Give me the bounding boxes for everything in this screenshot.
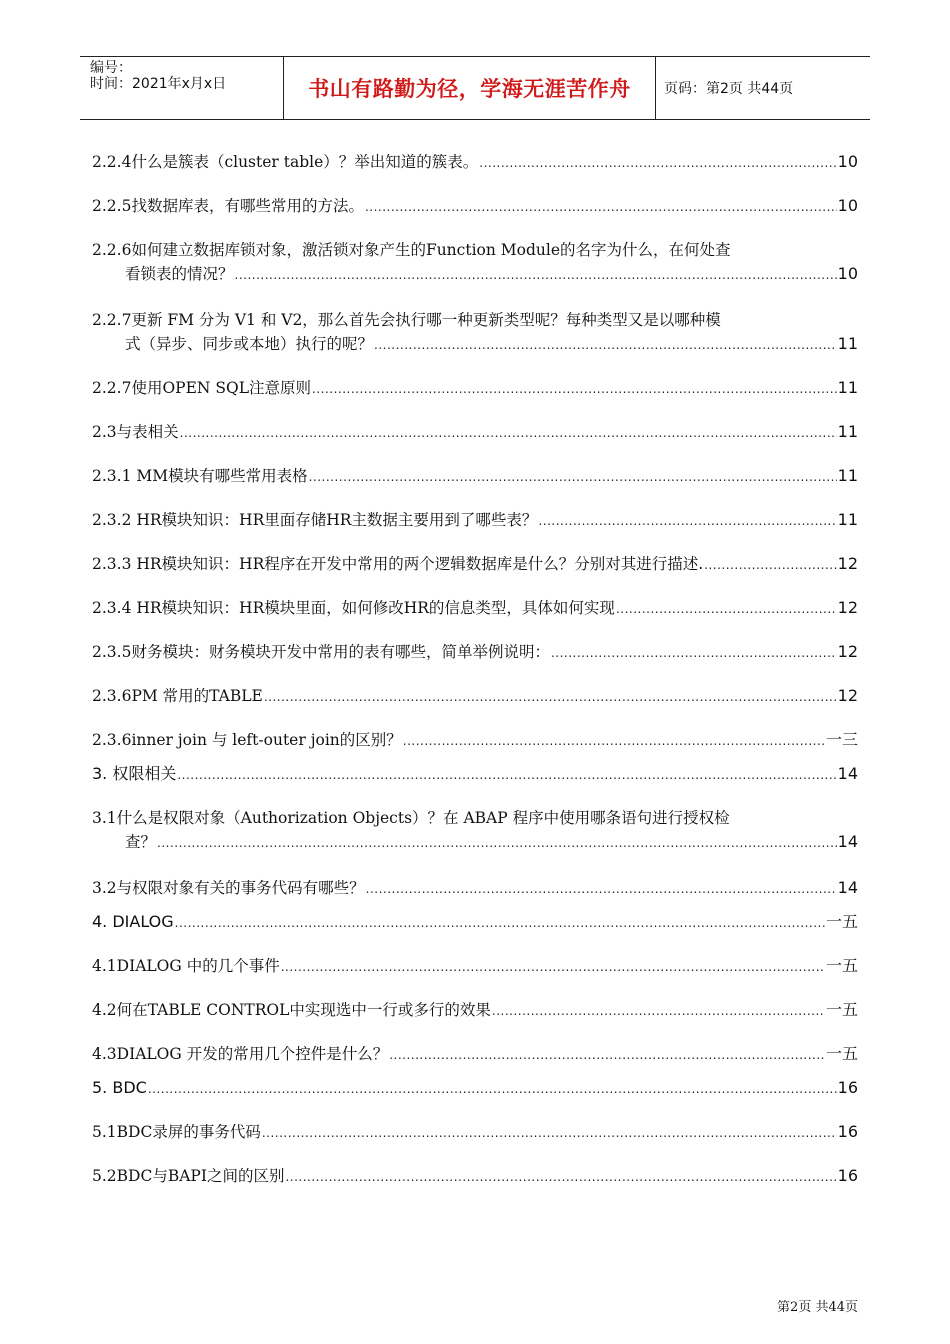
toc-page-number: 12 [837, 686, 858, 705]
toc-page-number: 11 [837, 378, 858, 397]
header-time-label: 时间：2021年x月x日 [90, 76, 227, 92]
toc-leader-dots [264, 685, 837, 709]
toc-page-number: 14 [837, 764, 858, 783]
toc-entry[interactable] [92, 1076, 858, 1101]
toc-page-number: 12 [837, 554, 858, 573]
toc-leader-dots [551, 641, 837, 665]
toc-leader-dots [479, 151, 836, 175]
toc-leader-dots [312, 377, 837, 401]
toc-entry-text-line1: 3.1什么是权限对象（Authorization Objects）？在 ABAP 程序中使用哪条语句进行授权检 [92, 809, 730, 827]
toc-leader-dots [616, 597, 837, 621]
toc-page-number: 14 [837, 832, 858, 851]
toc-entry-text: 2.2.4什么是簇表（cluster table）？举出知道的簇表。 [92, 153, 479, 171]
toc-page-number: 一五 [825, 956, 858, 975]
toc-page-number: 12 [837, 598, 858, 617]
toc-leader-dots [374, 333, 837, 357]
toc-leader-dots [281, 955, 825, 979]
toc-entry-text: 4. DIALOG [92, 912, 174, 931]
toc-page-number: 11 [837, 466, 858, 485]
page-footer: 第2页 共44页 [777, 1300, 858, 1315]
toc-page-number: 一三 [825, 730, 858, 749]
toc-entry[interactable] [92, 1120, 858, 1145]
toc-entry[interactable] [92, 806, 858, 855]
toc-entry-text: 2.2.5找数据库表，有哪些常用的方法。 [92, 197, 364, 215]
toc-entry-text: 2.3.6inner join 与 left-outer join的区别？ [92, 731, 402, 749]
toc-page-number: 16 [837, 1166, 858, 1185]
toc-entry-text-line2: 式（异步、同步或本地）执行的呢？ [125, 335, 374, 353]
toc-leader-dots [365, 195, 837, 219]
toc-leader-dots [389, 1043, 825, 1067]
toc-entry[interactable] [92, 194, 858, 219]
toc-page-number: 一五 [825, 1044, 858, 1063]
toc-leader-dots [180, 421, 837, 445]
toc-page-number: 12 [837, 642, 858, 661]
toc-entry-text: 2.3.1 MM模块有哪些常用表格 [92, 467, 308, 485]
toc-entry-text: 3. 权限相关 [92, 764, 177, 783]
toc-leader-dots [309, 465, 837, 489]
toc-page-number: 一五 [825, 1000, 858, 1019]
toc-entry-text: 2.3.5财务模块：财务模块开发中常用的表有哪些，简单举例说明： [92, 643, 550, 661]
toc-leader-dots [704, 553, 836, 577]
toc-leader-dots [403, 729, 825, 753]
toc-entry[interactable] [92, 150, 858, 175]
toc-entry[interactable] [92, 376, 858, 401]
toc-entry[interactable] [92, 238, 858, 287]
toc-entry-text-line1: 2.2.7更新 FM 分为 V1 和 V2，那么首先会执行哪一种更新类型呢？每种类型又是以哪种模 [92, 311, 721, 329]
toc-leader-dots [285, 1165, 836, 1189]
toc-page-number: 16 [837, 1122, 858, 1141]
toc-entry-text-line2: 看锁表的情况？ [125, 265, 234, 283]
header-number-label: 编号： [90, 60, 132, 76]
toc-entry-text: 2.2.7使用OPEN SQL注意原则 [92, 379, 311, 397]
toc-page-number: 11 [837, 510, 858, 529]
toc-leader-dots [148, 1077, 837, 1101]
toc-page-number: 10 [837, 152, 858, 171]
toc-page-number: 10 [837, 264, 858, 283]
toc-leader-dots [177, 763, 836, 787]
toc-entry[interactable] [92, 728, 858, 753]
toc-entry[interactable] [92, 876, 858, 901]
toc-entry-text: 4.1DIALOG 中的几个事件 [92, 957, 280, 975]
toc-entry[interactable] [92, 684, 858, 709]
toc-page-number: 14 [837, 878, 858, 897]
toc-entry-text: 5.2BDC与BAPI之间的区别 [92, 1167, 285, 1185]
toc-page-number: 11 [837, 334, 858, 353]
toc-leader-dots [366, 877, 837, 901]
toc-entry-text-line2: 查？ [125, 833, 157, 851]
toc-entry[interactable] [92, 464, 858, 489]
toc-entry[interactable] [92, 552, 858, 577]
toc-entry[interactable] [92, 1042, 858, 1067]
toc-page-number: 一五 [825, 912, 858, 931]
toc-entry-text-line1: 2.2.6如何建立数据库锁对象，激活锁对象产生的Function Module的名字为什么，在何处查 [92, 241, 731, 259]
toc-entry-text: 5.1BDC录屏的事务代码 [92, 1123, 261, 1141]
toc-entry-text: 5. BDC [92, 1078, 147, 1097]
toc-entry-text: 2.3与表相关 [92, 423, 179, 441]
toc-leader-dots [492, 999, 825, 1023]
toc-entry-text: 3.2与权限对象有关的事务代码有哪些？ [92, 879, 365, 897]
toc-entry[interactable] [92, 596, 858, 621]
page-header [80, 56, 870, 120]
toc-entry-text: 2.3.2 HR模块知识：HR里面存储HR主数据主要用到了哪些表？ [92, 511, 538, 529]
header-motto: 书山有路勤为径，学海无涯苦作舟 [284, 57, 656, 119]
toc-entry[interactable] [92, 1164, 858, 1189]
toc-leader-dots [262, 1121, 837, 1145]
toc-entry-text: 4.2何在TABLE CONTROL中实现选中一行或多行的效果 [92, 1001, 491, 1019]
toc-entry[interactable] [92, 998, 858, 1023]
toc-entry[interactable] [92, 308, 858, 357]
toc-leader-dots [538, 509, 836, 533]
toc-entry-text: 2.3.6PM 常用的TABLE [92, 687, 263, 705]
toc-entry[interactable] [92, 640, 858, 665]
toc-entry[interactable] [92, 420, 858, 445]
toc-entry-text: 2.3.3 HR模块知识：HR程序在开发中常用的两个逻辑数据库是什么？分别对其进行描述. [92, 555, 704, 573]
header-page-info: 页码：第2页 共44页 [664, 81, 794, 97]
toc-entry-text: 2.3.4 HR模块知识：HR模块里面，如何修改HR的信息类型，具体如何实现 [92, 599, 615, 617]
toc-entry[interactable] [92, 954, 858, 979]
toc-leader-dots [235, 263, 837, 287]
toc-entry-text: 4.3DIALOG 开发的常用几个控件是什么？ [92, 1045, 389, 1063]
header-left-cell [80, 57, 284, 119]
toc-page-number: 10 [837, 196, 858, 215]
toc-leader-dots [157, 831, 837, 855]
toc-entry[interactable] [92, 910, 858, 935]
toc-entry[interactable] [92, 508, 858, 533]
toc-entry[interactable] [92, 762, 858, 787]
toc-page-number: 16 [837, 1078, 858, 1097]
toc-leader-dots [175, 911, 825, 935]
toc-page-number: 11 [837, 422, 858, 441]
